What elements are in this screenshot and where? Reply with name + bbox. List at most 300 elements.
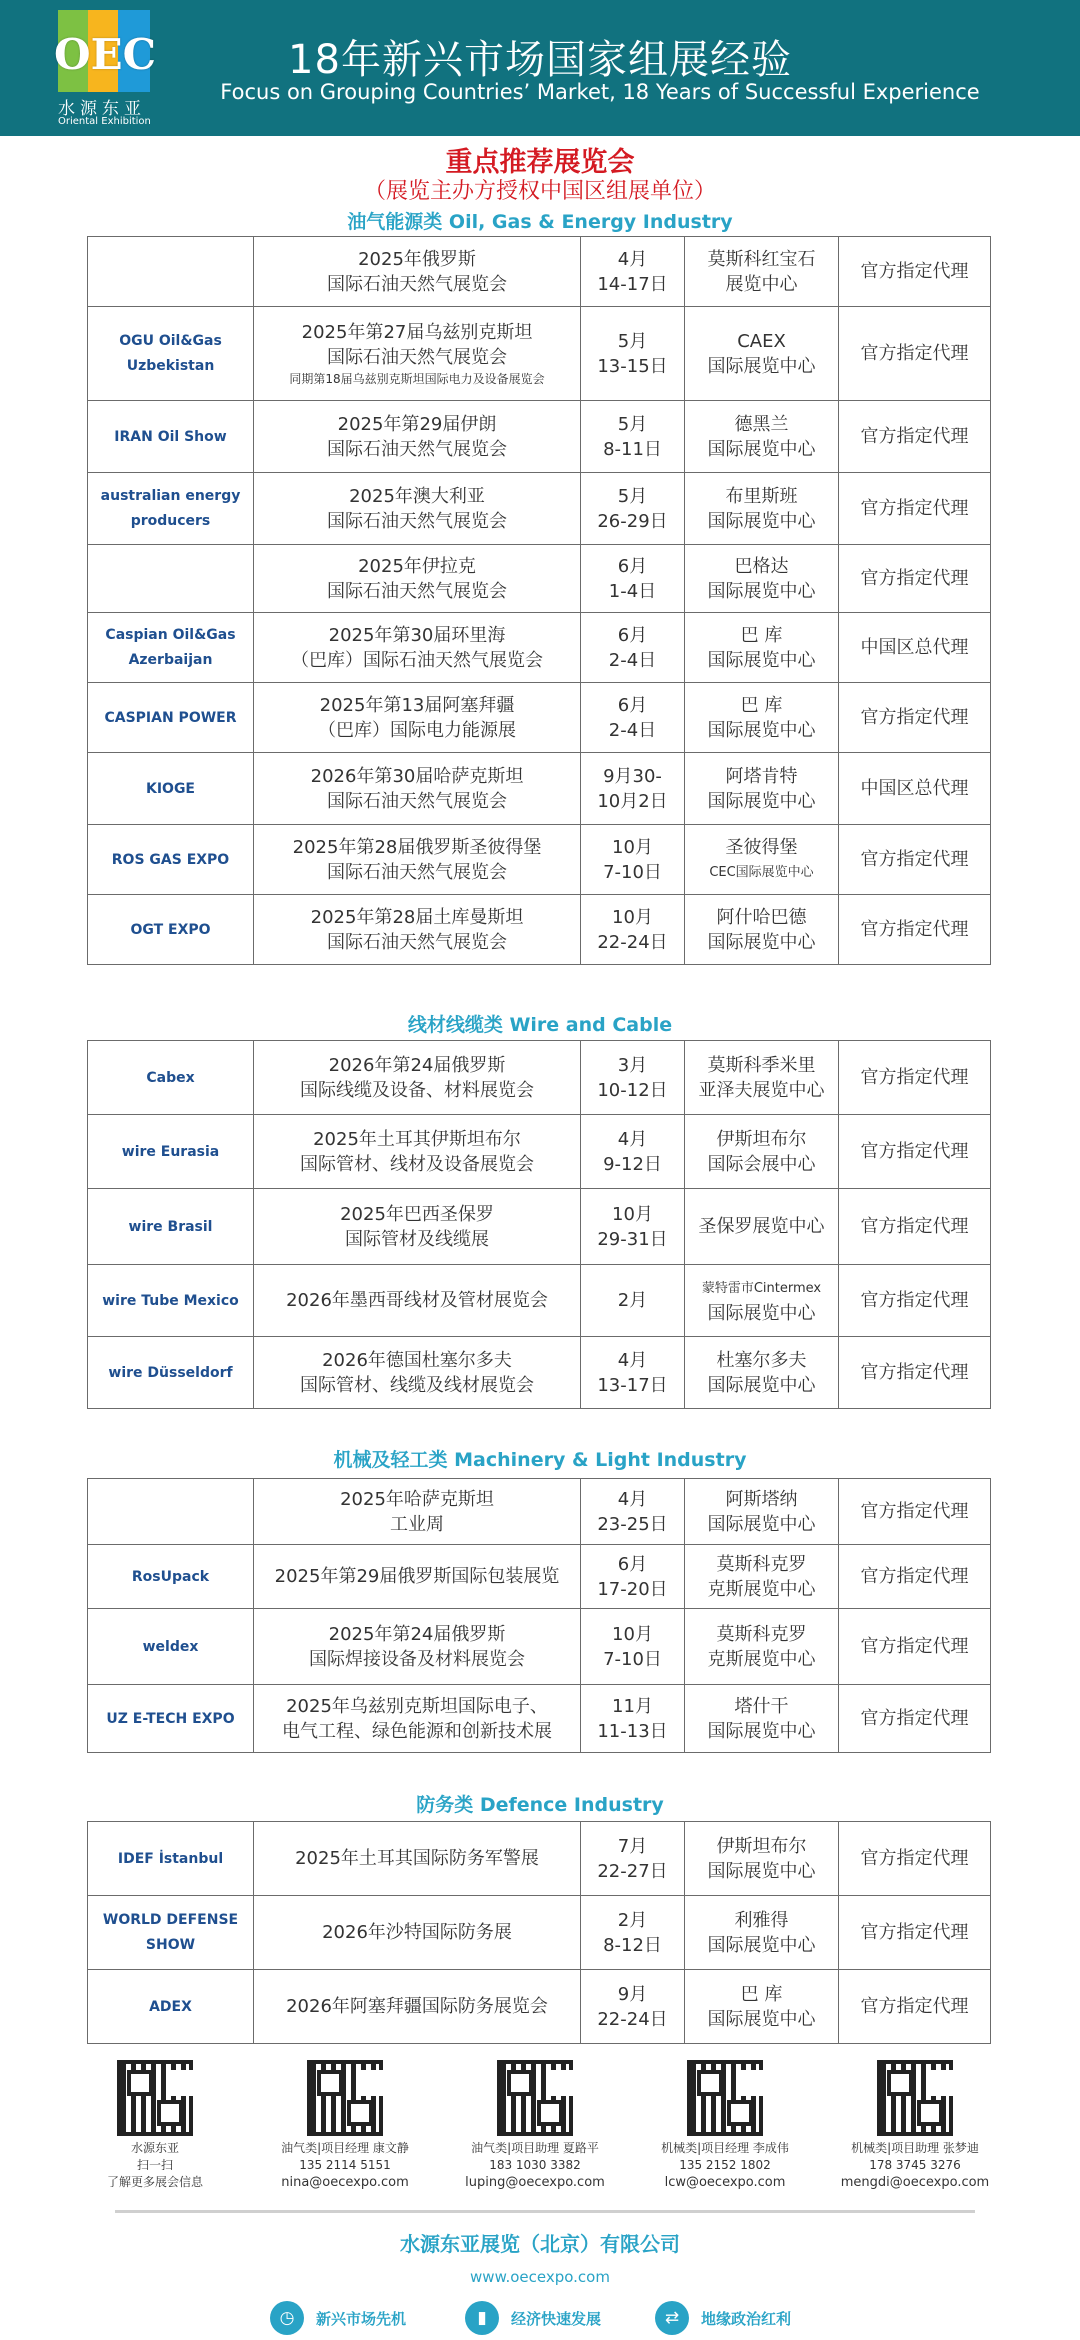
exhibition-date-line: 6月 [617,555,648,577]
exhibition-name [254,1189,581,1265]
exhibition-date-line: 7月 [617,1835,648,1857]
exhibition-venue-line: 国际展览中心 [707,1934,816,1956]
table-row [88,237,991,307]
exhibition-name-line: 国际石油天然气展览会 [327,510,507,532]
contact-card [250,2060,440,2191]
tag-label: 经济快速发展 [511,2309,602,2328]
exhibition-logo [88,237,254,307]
exhibition-venue-line: 圣保罗展览中心 [698,1216,825,1237]
exhibition-venue-line: 展览中心 [725,273,798,295]
exhibition-name [254,1545,581,1609]
exhibition-name-line: 2025年土耳其伊斯坦布尔 [313,1128,521,1150]
contact-phone: 135 2114 5151 [299,2158,391,2172]
table-row [88,1685,991,1753]
exhibition-name-line: 2026年德国杜塞尔多夫 [322,1349,512,1371]
exhibition-name [254,753,581,825]
exhibition-venue-line: 国际展览中心 [707,1720,816,1742]
exhibition-logo-text: australian energy producers [100,487,241,529]
agent-role: 官方指定代理 [839,1265,991,1337]
exhibition-venue [685,237,839,307]
exhibition-name-line: 国际石油天然气展览会 [327,580,507,602]
agent-role: 官方指定代理 [839,825,991,895]
exhibition-date-line: 10月2日 [597,790,668,812]
exhibition-logo [88,1337,254,1409]
header-title-cn: 18年新兴市场国家组展经验 [288,37,792,83]
exhibition-logo [88,753,254,825]
exhibition-venue [685,1896,839,1970]
exhibition-venue-line: CEC国际展览中心 [709,864,814,880]
exhibition-name-line: 国际石油天然气展览会 [327,861,507,883]
exhibition-venue-line: 国际展览中心 [707,790,816,812]
contact-line: 扫一扫 [136,2158,173,2172]
exhibition-venue-line: 国际展览中心 [707,1374,816,1396]
exhibition-name [254,237,581,307]
category-wire-cable-heading: 线材线缆类 Wire and Cable [407,1014,673,1036]
exhibition-venue-line: 巴 库 [740,694,783,716]
exhibition-name-line: 国际石油天然气展览会 [327,273,507,295]
exhibition-name [254,545,581,613]
exhibition-name-line: 2025年巴西圣保罗 [340,1203,494,1225]
exhibition-venue-line: 塔什干 [734,1695,789,1717]
exhibition-name [254,683,581,753]
agent-role: 官方指定代理 [839,1189,991,1265]
exhibition-name-line: 国际管材及线缆展 [345,1228,489,1250]
contacts-row [60,2060,1020,2200]
exhibition-date-line: 2-4日 [608,719,657,741]
agent-role: 官方指定代理 [839,1545,991,1609]
exhibition-venue [685,1041,839,1115]
exhibition-logo-text: CASPIAN POWER [104,710,237,726]
exhibition-logo-text: weldex [142,1639,199,1655]
agent-role: 官方指定代理 [839,1337,991,1409]
exhibition-date-line: 17-20日 [597,1578,668,1600]
exhibition-name [254,307,581,401]
exhibition-logo-text: wire Eurasia [121,1144,220,1160]
exhibition-venue [685,473,839,545]
header-banner [0,0,1080,136]
agent-role: 官方指定代理 [839,401,991,473]
exhibition-name-line: 2025年乌兹别克斯坦国际电子、 [286,1695,548,1717]
exhibition-name-line: 2025年伊拉克 [358,555,476,577]
exhibition-logo-text: IRAN Oil Show [114,429,227,445]
exhibition-name-line: （巴库）国际石油天然气展览会 [291,649,543,671]
table-row [88,1970,991,2044]
category-oil-gas-heading: 油气能源类 Oil, Gas & Energy Industry [347,211,733,233]
exhibition-date [581,825,685,895]
table-row [88,1189,991,1265]
agent-role: 官方指定代理 [839,1896,991,1970]
oec-logo [52,6,157,128]
exhibition-venue-line: 莫斯科季米里 [707,1054,816,1076]
exhibition-date-line: 6月 [617,624,648,646]
exhibition-date [581,683,685,753]
exhibition-name [254,825,581,895]
exhibition-venue [685,683,839,753]
exhibition-name-line: 国际管材、线缆及线材展览会 [300,1374,534,1396]
exhibition-date-line: 7-10日 [603,861,662,883]
exhibition-venue-line: 阿塔肯特 [725,765,798,787]
exhibition-logo-text: OGU Oil&Gas Uzbekistan [119,332,222,374]
exhibition-date-line: 14-17日 [597,273,668,295]
exhibition-venue [685,1822,839,1896]
exhibition-name-line: 国际管材、线材及设备展览会 [300,1153,534,1175]
contact-phone: 135 2152 1802 [679,2158,771,2172]
exhibition-logo-text: IDEF İstanbul [117,1851,224,1867]
exhibition-name-line: 2025年第27届乌兹别克斯坦 [301,321,533,343]
exhibition-date-line: 29-31日 [597,1228,668,1250]
exhibition-date-line: 10月 [612,1203,653,1225]
table-row [88,753,991,825]
table-row [88,1479,991,1545]
exhibition-logo [88,1609,254,1685]
exhibition-venue-line: 国际会展中心 [707,1153,816,1175]
exhibition-logo-text: Caspian Oil&Gas Azerbaijan [105,626,236,668]
company-name: 水源东亚展览（北京）有限公司 [400,2232,680,2256]
table-row [88,401,991,473]
tag-geopolitics [655,2300,791,2336]
exhibition-name-line: 2026年第24届俄罗斯 [328,1054,506,1076]
exhibition-venue-line: 伊斯坦布尔 [716,1128,807,1150]
table-row [88,825,991,895]
exhibition-logo [88,825,254,895]
table-row [88,1041,991,1115]
exhibition-logo [88,1265,254,1337]
exhibition-date-line: 22-27日 [597,1860,668,1882]
exhibition-venue-line: 莫斯科红宝石 [707,248,816,270]
exhibition-name [254,473,581,545]
exhibition-name-line: 2025年第29届伊朗 [337,413,497,435]
exhibition-date-line: 5月 [617,413,648,435]
exhibition-date-line: 10月 [612,1623,653,1645]
exhibition-date [581,1970,685,2044]
tag-emerging-market [270,2300,406,2336]
agent-role: 官方指定代理 [839,1609,991,1685]
exhibition-name-line: 2026年阿塞拜疆国际防务展览会 [286,1996,548,2017]
exhibition-date [581,307,685,401]
defence-table [87,1821,991,2044]
exhibition-date-line: 10月 [612,906,653,928]
agent-role: 官方指定代理 [839,1822,991,1896]
exhibition-date [581,1822,685,1896]
exhibition-venue-line: 莫斯科克罗 [716,1623,807,1645]
contact-email[interactable]: nina@oecexpo.com [281,2175,409,2190]
exhibition-name-line: 2025年第28届俄罗斯圣彼得堡 [292,836,542,858]
exhibition-name-line: 2026年第30届哈萨克斯坦 [310,765,524,787]
exhibition-date-line: 5月 [617,330,648,352]
exhibition-venue [685,613,839,683]
contact-phone: 183 1030 3382 [489,2158,581,2172]
exhibition-venue-line: 阿什哈巴德 [716,906,807,928]
exhibition-date [581,753,685,825]
exhibition-date [581,401,685,473]
exhibition-date-line: 10-12日 [597,1079,668,1101]
exhibition-date [581,1115,685,1189]
agent-role: 官方指定代理 [839,307,991,401]
category-machinery-heading: 机械及轻工类 Machinery & Light Industry [333,1449,747,1471]
exhibition-date-line: 8-11日 [603,438,662,460]
exhibition-venue-line: 国际展览中心 [707,931,816,953]
exhibition-name [254,1970,581,2044]
clock-icon: ◷ [270,2301,304,2335]
agent-role: 中国区总代理 [839,753,991,825]
exhibition-venue [685,1685,839,1753]
table-row [88,1265,991,1337]
exhibition-date-line: 4月 [617,1488,648,1510]
exhibition-date-line: 23-25日 [597,1513,668,1535]
agent-role: 官方指定代理 [839,1970,991,2044]
exhibition-note: 同期第18届乌兹别克斯坦国际电力及设备展览会 [289,371,545,386]
exhibition-logo [88,473,254,545]
tag-label: 新兴市场先机 [316,2309,407,2328]
exhibition-venue [685,1265,839,1337]
exhibition-venue [685,1337,839,1409]
qr-code-icon[interactable] [497,2060,573,2136]
contact-role: 机械类|项目经理 李成伟 [661,2141,789,2155]
exhibition-date-line: 4月 [617,1349,648,1371]
exhibition-date-line: 11-13日 [597,1720,668,1742]
qr-code-icon[interactable] [117,2060,193,2136]
contact-card [60,2060,250,2191]
exhibition-logo-text: ADEX [149,1999,192,2015]
contact-line: 水源东亚 [130,2141,179,2155]
exhibition-venue-line: 布里斯班 [725,485,798,507]
contact-email[interactable]: mengdi@oecexpo.com [840,2175,990,2190]
agent-role: 官方指定代理 [839,683,991,753]
exhibition-date-line: 22-24日 [597,931,668,953]
exhibition-date [581,1685,685,1753]
page-subtitle: （展览主办方授权中国区组展单位） [363,179,716,204]
exhibition-venue-line: 国际展览中心 [707,1860,816,1882]
agent-role: 中国区总代理 [839,613,991,683]
exhibition-name [254,1265,581,1337]
exhibition-name-line: （巴库）国际电力能源展 [318,719,516,741]
exhibition-name [254,1041,581,1115]
exhibition-venue [685,1545,839,1609]
exhibition-logo-text: RosUpack [131,1569,210,1585]
contact-role: 机械类|项目助理 张梦迪 [851,2141,979,2155]
exhibition-venue-line: 巴 库 [740,1983,783,2005]
exhibition-logo [88,1685,254,1753]
contact-role: 油气类|项目经理 康文静 [281,2141,409,2155]
exhibition-date-line: 2月 [617,1909,648,1931]
exhibition-venue [685,1609,839,1685]
exhibition-name-line: 2025年土耳其国际防务军警展 [295,1848,539,1869]
exhibition-venue-line: 亚泽夫展览中心 [698,1079,825,1101]
exhibition-date-line: 7-10日 [603,1648,662,1670]
exhibition-venue [685,307,839,401]
exhibition-date-line: 10月 [612,836,653,858]
footer-tags [270,2300,830,2336]
exhibition-date [581,545,685,613]
exhibition-name-line: 国际石油天然气展览会 [327,790,507,812]
contact-card [630,2060,820,2191]
exhibition-logo-text: Cabex [146,1070,195,1086]
exhibition-date-line: 3月 [617,1054,648,1076]
agent-role: 官方指定代理 [839,895,991,965]
table-row [88,307,991,401]
exhibition-name [254,401,581,473]
exhibition-logo-text: OGT EXPO [130,922,211,938]
exhibition-venue-line: 国际展览中心 [707,580,816,602]
exhibition-logo-text: WORLD DEFENSE SHOW [102,1911,239,1953]
exhibition-logo [88,1970,254,2044]
logo-en-text: Oriental Exhibition [58,116,151,127]
exhibition-venue-line: 国际展览中心 [707,355,816,377]
table-row [88,1545,991,1609]
exhibition-name-line: 2025年澳大利亚 [349,485,485,507]
agent-role: 官方指定代理 [839,1685,991,1753]
wire-cable-table [87,1040,991,1409]
agent-role: 官方指定代理 [839,1479,991,1545]
exhibition-logo [88,1545,254,1609]
exhibition-date-line: 9月 [617,1983,648,2005]
exhibition-name [254,1609,581,1685]
exhibition-venue-line: 莫斯科克罗 [716,1553,807,1575]
agent-role: 官方指定代理 [839,473,991,545]
page-title: 重点推荐展览会 [445,147,635,178]
table-row [88,683,991,753]
exhibition-venue-line: 国际展览中心 [707,438,816,460]
category-defence-heading: 防务类 Defence Industry [416,1794,664,1816]
exhibition-date-line: 2-4日 [608,649,657,671]
exhibition-date-line: 6月 [617,1553,648,1575]
exhibition-name [254,1479,581,1545]
exhibition-venue-line: 国际展览中心 [707,510,816,532]
exhibition-venue-line: 国际展览中心 [707,649,816,671]
table-row [88,1337,991,1409]
exhibition-logo [88,1479,254,1545]
exhibition-logo-text: wire Tube Mexico [102,1293,239,1309]
qr-code-icon[interactable] [877,2060,953,2136]
agent-role: 官方指定代理 [839,545,991,613]
exhibition-logo-text: wire Düsseldorf [108,1365,233,1381]
header-title-en: Focus on Grouping Countries’ Market, 18 Years of Successful Experience [220,80,980,104]
exhibition-logo-text: wire Brasil [128,1219,213,1235]
exhibition-name-line: 2026年墨西哥线材及管材展览会 [286,1290,548,1311]
exhibition-name-line: 2025年俄罗斯 [358,248,476,270]
exhibition-date [581,613,685,683]
oil-gas-table [87,236,991,965]
contact-line: 了解更多展会信息 [106,2175,203,2189]
logo-oec-text: OEC [54,30,157,79]
exhibition-venue [685,1970,839,2044]
exhibition-venue-line: 国际展览中心 [707,1513,816,1535]
website-link[interactable]: www.oecexpo.com [470,2268,610,2286]
exhibition-venue-line: 巴 库 [740,624,783,646]
table-row [88,473,991,545]
exhibition-name [254,1822,581,1896]
exhibition-venue [685,1189,839,1265]
table-row [88,1896,991,1970]
contact-email[interactable]: luping@oecexpo.com [465,2175,605,2190]
exhibition-name-line: 2025年第30届环里海 [328,624,506,646]
exhibition-venue-line: 国际展览中心 [707,2008,816,2030]
exhibition-date [581,1265,685,1337]
exhibition-logo [88,683,254,753]
machinery-table [87,1478,991,1753]
contact-email[interactable]: lcw@oecexpo.com [664,2175,786,2190]
exhibition-venue-line: 杜塞尔多夫 [716,1349,807,1371]
exhibition-venue [685,545,839,613]
exhibition-date-line: 4月 [617,1128,648,1150]
exhibition-date [581,1189,685,1265]
exhibition-name [254,1337,581,1409]
exhibition-name-line: 2026年沙特国际防务展 [322,1922,512,1943]
exhibition-name-line: 国际石油天然气展览会 [327,931,507,953]
exhibition-name-line: 国际焊接设备及材料展览会 [309,1648,525,1670]
qr-code-icon[interactable] [687,2060,763,2136]
exhibition-logo [88,613,254,683]
exhibition-logo [88,1041,254,1115]
exhibition-date [581,473,685,545]
exhibition-name [254,1896,581,1970]
exhibition-venue-line: 国际展览中心 [707,1302,816,1324]
qr-code-icon[interactable] [307,2060,383,2136]
agent-role: 官方指定代理 [839,1041,991,1115]
exhibition-date [581,1041,685,1115]
exhibition-name [254,1115,581,1189]
exhibition-venue-line: 蒙特雷市Cintermex [701,1280,822,1296]
exhibition-date-line: 2月 [617,1290,648,1311]
tag-economic-growth [465,2300,601,2336]
exhibition-venue [685,895,839,965]
exhibition-name-line: 工业周 [390,1513,444,1535]
exhibition-date-line: 11月 [612,1695,653,1717]
exhibition-name-line: 2025年第24届俄罗斯 [328,1623,506,1645]
handshake-icon: ⇄ [655,2301,689,2335]
exhibition-venue-line: 阿斯塔纳 [725,1488,798,1510]
exhibition-venue-line: 伊斯坦布尔 [716,1835,807,1857]
exhibition-logo [88,1115,254,1189]
exhibition-name [254,613,581,683]
exhibition-date-line: 5月 [617,485,648,507]
exhibition-date [581,1896,685,1970]
agent-role: 官方指定代理 [839,237,991,307]
table-row [88,1609,991,1685]
exhibition-logo-text: UZ E-TECH EXPO [106,1711,235,1727]
exhibition-name [254,1685,581,1753]
exhibition-name-line: 电气工程、绿色能源和创新技术展 [282,1720,552,1742]
table-row [88,1822,991,1896]
exhibition-name-line: 国际线缆及设备、材料展览会 [300,1079,534,1101]
exhibition-venue [685,753,839,825]
exhibition-logo-text: ROS GAS EXPO [111,852,230,868]
exhibition-date [581,1545,685,1609]
exhibition-name-line: 国际石油天然气展览会 [327,438,507,460]
table-row [88,613,991,683]
exhibition-name-line: 2025年第28届土库曼斯坦 [310,906,524,928]
exhibition-venue-line: 圣彼得堡 [725,836,798,858]
exhibition-date-line: 1-4日 [608,580,657,602]
exhibition-venue [685,825,839,895]
exhibition-date-line: 13-17日 [597,1374,668,1396]
contact-phone: 178 3745 3276 [869,2158,961,2172]
exhibition-name-line: 2025年第29届俄罗斯国际包装展览 [274,1566,560,1587]
exhibition-venue-line: 利雅得 [734,1909,789,1931]
exhibition-logo [88,1822,254,1896]
exhibition-logo [88,401,254,473]
bar-chart-icon: ▮ [465,2301,499,2335]
agent-role: 官方指定代理 [839,1115,991,1189]
exhibition-venue-line: 国际展览中心 [707,719,816,741]
contact-card [820,2060,1010,2191]
exhibition-logo [88,1896,254,1970]
tag-label: 地缘政治红利 [701,2309,792,2328]
exhibition-venue-line: 克斯展览中心 [707,1648,816,1670]
table-row [88,895,991,965]
exhibition-venue [685,1115,839,1189]
exhibition-logo [88,545,254,613]
